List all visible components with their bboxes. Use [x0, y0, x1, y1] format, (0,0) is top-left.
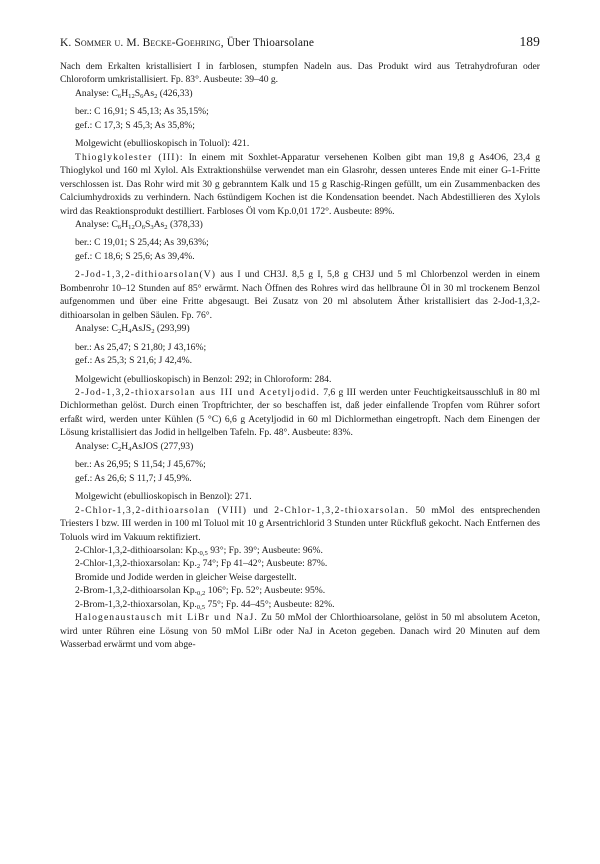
molar-mass: (293,99) [156, 323, 190, 335]
running-head-text [60, 37, 314, 49]
compound-heading: 2-Chlor-1,3,2-dithioarsolan (VIII) [75, 504, 248, 516]
analysis-label: Analyse: [75, 87, 110, 99]
result-data: 93°; Fp. 39°; Ausbeute: 96%. [210, 544, 323, 556]
compound-heading: Thioglykolester (III): [75, 151, 184, 163]
analysis-line: Analyse: $C_2H_4AsJOS$ (277,93) [75, 440, 194, 453]
paragraph-text: Zu 50 mMol der Chlorthioarsolane, gelöst in 50 ml absolutem Aceton, wird unter Rühren eine Lösung von 50 mMol LiBr oder NaJ in Aceton gegeben. Danach wird 20 Minuten auf dem Wasserbad erwärmt und vom abge- [60, 612, 540, 651]
paragraph [60, 504, 540, 544]
analysis-calculated: ber.: As 26,95; S 11,54; J 45,67%; [75, 459, 206, 471]
paragraph-text: 50 mMol des entsprechenden Triesters I bzw. III werden in 100 ml Toluol mit 10 g Arsentrichlorid 3 Stunden unter Rückfluß gekocht. Nach Entfernen des Toluols wird im Vakuum rektifiziert. [60, 504, 540, 543]
analysis-found: gef.: As 26,6; S 11,7; J 45,9%. [75, 472, 192, 484]
compound-name: 2-Chlor-1,3,2-thioxarsolan: [75, 558, 181, 570]
analysis-line: Analyse: $C_6H_{12}S_6As_2$ (426,33) [75, 87, 193, 100]
running-header [60, 34, 540, 50]
running-head-title: Über Thioarsolane [226, 37, 315, 49]
paragraph-text: aus I und CH3J. 8,5 g I, 5,8 g CH3J und 5 ml Chlorbenzol werden in einem Bombenrohr 10–12 Stunden auf 85° erwärmt. Nach Öffnen des Rohres wird das hellbraune Öl in 30 ml trockenem Benzol aufgenommen und über eine Fritte abgesaugt. Bei Zusatz von 20 ml absolutem Äther kristallisiert das 2-Jod-1,3,2-dithioarsolan in gelben Säulen. Fp. 76°. [60, 269, 540, 321]
compound-heading: 2-Jod-1,3,2-thioxarsolan aus III und Acetyljodid. [75, 386, 321, 398]
paragraph-text: 7,6 g III werden unter Feuchtigkeitsausschluß in 80 ml Dichlormethan gelöst. Durch einen Tropftrichter, der so beschaffen ist, daß jeder einfallende Tropfen vom Rührer sofort erfaßt wird, werden unter Kühlen (5 °C) 6,6 g Acetyljodid in 60 ml Dichlormethan eingetropft. Nach dem Einengen der Lösung kristallisiert das Jodid in hellgelben Tafeln. Fp. 48°. Ausbeute: 83%. [60, 386, 540, 439]
result-line: 2-Brom-1,3,2-thioxarsolan, $Kp._{0,5}$ 75°; Fp. 44–45°; Ausbeute: 82%. [75, 598, 335, 611]
result-data: 106°; Fp. 52°; Ausbeute: 95%. [207, 585, 326, 597]
article-body [60, 60, 540, 652]
paragraph [60, 268, 540, 322]
journal-page [60, 34, 540, 652]
page-number: 189 [519, 34, 540, 49]
analysis-line: Analyse: $C_2H_4AsJS_2$ (293,99) [75, 323, 190, 336]
analysis-label: Analyse: [75, 218, 110, 230]
compound-heading: Halogenaustausch mit LiBr und NaJ. [75, 612, 258, 624]
molecular-weight-line: Molgewicht (ebullioskopisch) in Benzol: 292; in Chloroform: 284. [75, 373, 332, 385]
result-line: 2-Brom-1,3,2-dithioarsolan $Kp._{0,2}$ 106°; Fp. 52°; Ausbeute: 95%. [75, 585, 326, 598]
molar-mass: (426,33) [159, 87, 193, 99]
compound-name: 2-Brom-1,3,2-thioxarsolan, [75, 598, 181, 610]
paragraph-text: In einem mit Soxhlet-Apparatur versehenen Kolben gibt man 19,8 g As4O6, 23,4 g Thioglykol und 160 ml Xylol. Als Extraktionshülse verwendet man ein Glasrohr, dessen unteres Ende mit einer G-1-Fritte verschlossen ist. Das Rohr wird mit 30 g gebranntem Kalk und 15 g Raschig-Ringen gefüllt, um ein Zusammenbacken des Calciumhydroxids zu verhindern. Nach 6stündigem Kochen ist die Kondensation beendet. Nach Abdestillieren des Xylols wird das Reaktionsprodukt destilliert. Farbloses Öl vom Kp.0,01 172°. Ausbeute: 89%. [60, 151, 540, 217]
analysis-label: Analyse: [75, 323, 110, 335]
molecular-weight-line: Molgewicht (ebullioskopisch in Benzol): 271. [75, 491, 252, 503]
result-line: 2-Chlor-1,3,2-dithioarsolan: $Kp._{0,5}$ 93°; Fp. 39°; Ausbeute: 96%. [75, 544, 323, 557]
compound-heading: 2-Chlor-1,3,2-thioxarsolan. [274, 504, 409, 516]
paragraph [60, 151, 540, 218]
result-data: 74°; Fp 41–42°; Ausbeute: 87%. [202, 558, 328, 570]
compound-name: 2-Brom-1,3,2-dithioarsolan [75, 585, 181, 597]
result-line: 2-Chlor-1,3,2-thioxarsolan: $Kp._2$ 74°; Fp 41–42°; Ausbeute: 87%. [75, 558, 328, 571]
analysis-found: gef.: C 17,3; S 45,3; As 35,8%; [75, 119, 195, 131]
result-data: 75°; Fp. 44–45°; Ausbeute: 82%. [207, 598, 335, 610]
paragraph: Nach dem Erkalten kristallisiert I in farblosen, stumpfen Nadeln aus. Das Produkt wird aus Tetrahydrofuran oder Chloroform umkristallisiert. Fp. 83°. Ausbeute: 39–40 g. [60, 61, 540, 86]
paragraph [60, 611, 540, 651]
paragraph: Bromide und Jodide werden in gleicher Weise dargestellt. [75, 571, 297, 583]
analysis-calculated: ber.: C 16,91; S 45,13; As 35,15%; [75, 106, 209, 118]
analysis-label: Analyse: [75, 440, 110, 452]
heading-conjunction: und [253, 504, 268, 516]
analysis-calculated: ber.: As 25,47; S 21,80; J 43,16%; [75, 341, 207, 353]
molar-mass: (277,93) [160, 440, 194, 452]
paragraph [60, 386, 540, 440]
analysis-found: gef.: As 25,3; S 21,6; J 42,4%. [75, 355, 192, 367]
molecular-weight-line: Molgewicht (ebullioskopisch in Toluol): 421. [75, 138, 250, 150]
analysis-found: gef.: C 18,6; S 25,6; As 39,4%. [75, 250, 195, 262]
molar-mass: (378,33) [170, 218, 203, 230]
analysis-calculated: ber.: C 19,01; S 25,44; As 39,63%; [75, 237, 209, 249]
compound-heading: 2-Jod-1,3,2-dithioarsolan(V) [75, 269, 217, 281]
compound-name: 2-Chlor-1,3,2-dithioarsolan: [75, 544, 183, 556]
analysis-line: Analyse: $C_6H_{12}O_6S_3As_2$ (378,33) [75, 218, 203, 231]
running-head-authors: K. Sommer u. M. Becke-Goehring, [60, 37, 224, 49]
